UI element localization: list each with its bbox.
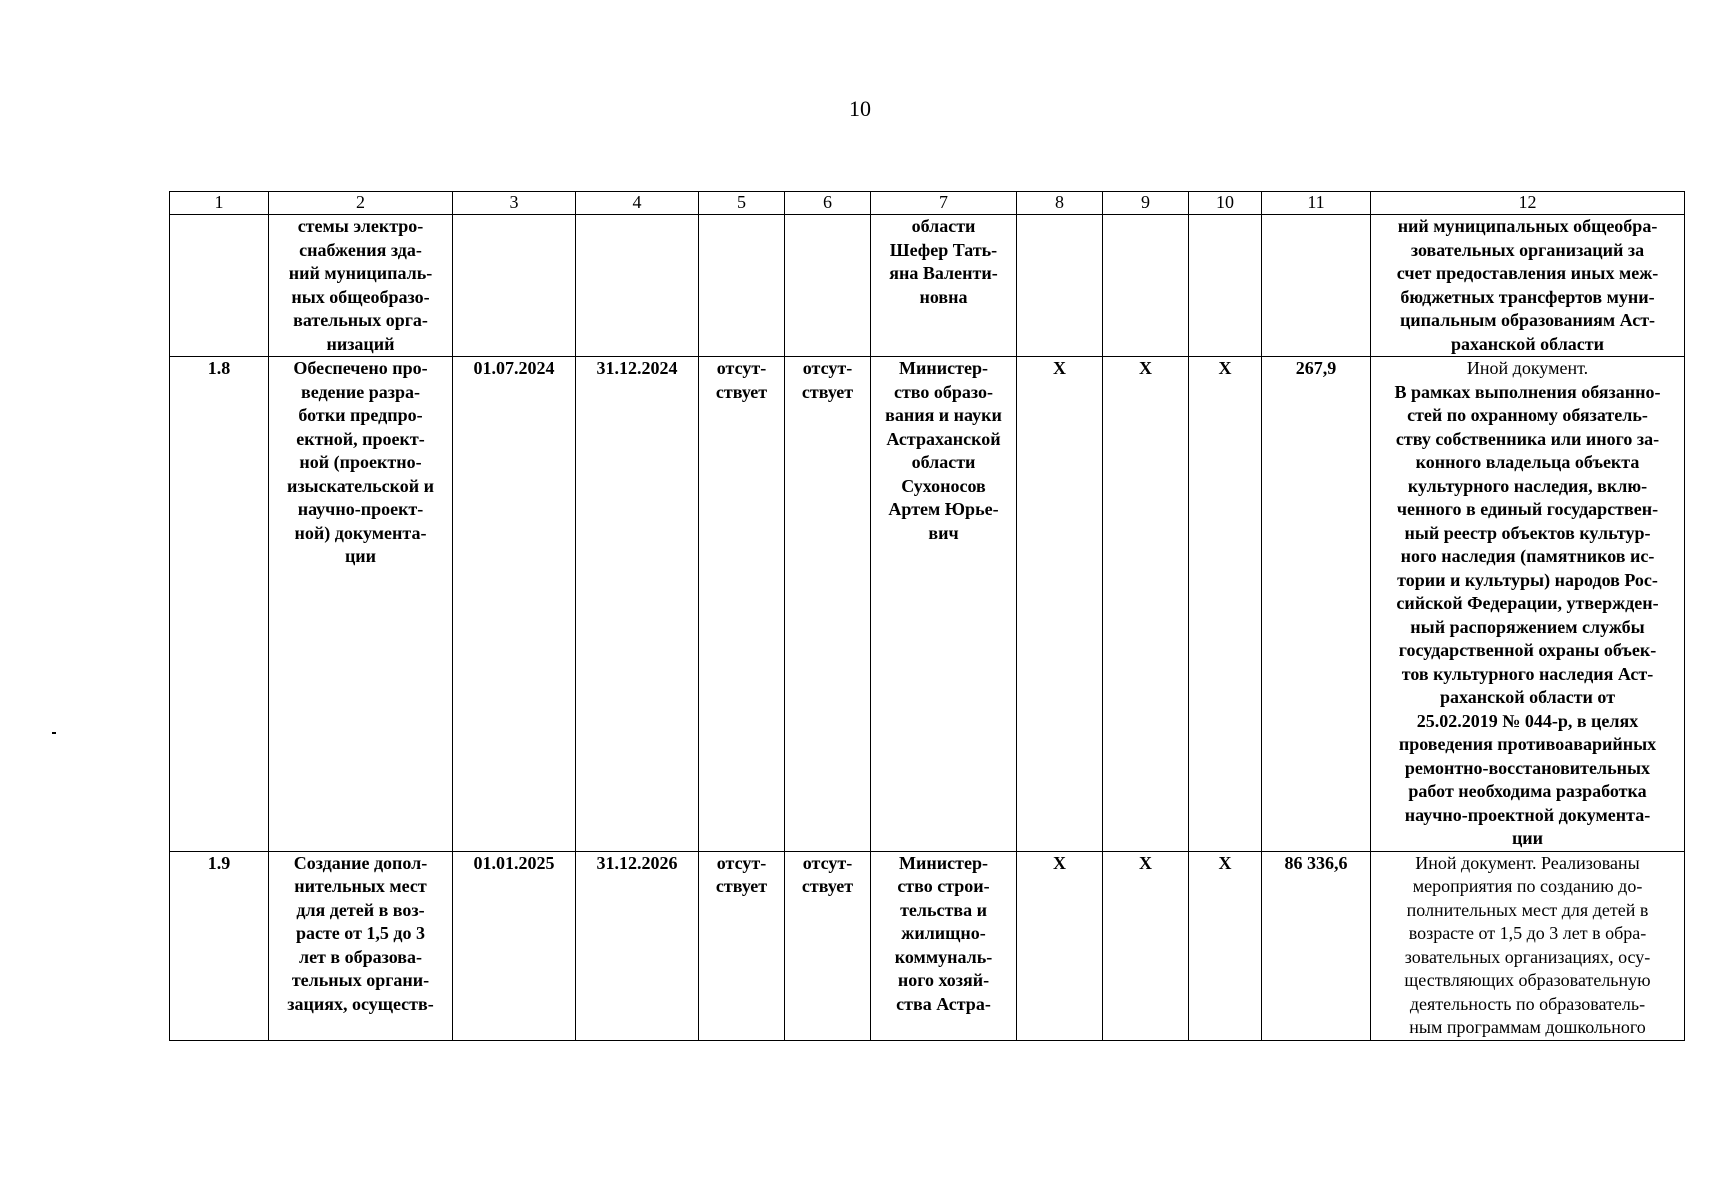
cell-line: зациях, осуществ-: [287, 993, 434, 1014]
start-date-cell: 01.01.2025: [453, 851, 576, 1040]
column-number: 4: [576, 192, 699, 215]
cell-line: Создание допол-: [293, 852, 428, 873]
column-number: 10: [1189, 192, 1262, 215]
column-number: 1: [170, 192, 269, 215]
column-5-cell: [699, 357, 785, 852]
cell-line: вич: [928, 522, 959, 543]
cell-line: стемы электро-: [297, 216, 424, 236]
cell-line: снабжения зда-: [299, 239, 422, 260]
measure-name-cell: [269, 215, 453, 357]
cell-line: лет в образова-: [298, 946, 423, 967]
cell-line: расте от 1,5 до 3: [295, 923, 426, 943]
cell-line: вательных орга-: [293, 310, 428, 330]
cell-line: ний муниципальных общеобра-: [1397, 216, 1658, 236]
cell-line: ный распоряжением службы: [1410, 616, 1645, 637]
row-number-cell: [170, 215, 269, 357]
column-9-cell: [1103, 215, 1189, 357]
cell-line: Шефер Тать-: [889, 239, 998, 260]
column-10-cell: X: [1189, 851, 1262, 1040]
column-6-cell: [785, 215, 871, 357]
column-6-cell: [785, 851, 871, 1040]
cell-line: Министер-: [899, 852, 988, 873]
responsible-cell: [871, 357, 1017, 852]
cell-line: ствует: [801, 876, 854, 896]
end-date-cell: [576, 215, 699, 357]
cell-line: ным программам дошкольного: [1409, 1017, 1646, 1037]
table-row: [170, 851, 1685, 1040]
cell-line: бюджетных трансфертов муни-: [1400, 286, 1655, 307]
cell-line: деятельность по образователь-: [1409, 993, 1646, 1014]
column-8-cell: X: [1017, 357, 1103, 852]
column-5-cell: [699, 851, 785, 1040]
cell-line: Обеспечено про-: [293, 358, 428, 378]
cell-line: ствует: [801, 381, 854, 402]
cell-line: ного хозяй-: [897, 970, 990, 990]
cell-line: ной) документа-: [294, 522, 427, 543]
cell-line: ства Астра-: [896, 993, 991, 1014]
end-date-cell: 31.12.2026: [576, 851, 699, 1040]
cell-line: ного наследия (памятников ис-: [1400, 546, 1655, 566]
cell-line: раханской области: [1451, 333, 1604, 354]
measure-name-cell: [269, 851, 453, 1040]
cell-line: сийской Федерации, утвержден-: [1396, 593, 1659, 613]
cell-line: ство строи-: [897, 876, 990, 896]
column-10-cell: [1189, 215, 1262, 357]
cell-line: низаций: [326, 333, 395, 354]
cell-line: 25.02.2019 № 044-р, в целях: [1416, 710, 1639, 731]
cell-line: для детей в воз-: [296, 899, 425, 920]
cell-line: Артем Юрье-: [888, 499, 999, 519]
cell-line: ный реестр объектов культур-: [1404, 522, 1651, 543]
column-6-cell: [785, 357, 871, 852]
cell-line: зовательных организациях, осу-: [1404, 946, 1651, 967]
scan-artifact-mark: [52, 732, 56, 734]
cell-line: ченного в единый государствен-: [1396, 499, 1659, 519]
cell-line: В рамках выполнения обязанно-: [1394, 381, 1661, 402]
column-number-row: [170, 192, 1685, 215]
column-10-cell: X: [1189, 357, 1262, 852]
page-number: 10: [849, 96, 871, 121]
table-row: [170, 357, 1685, 852]
column-number: 5: [699, 192, 785, 215]
column-number: 12: [1371, 192, 1685, 215]
cell-line: ции: [1511, 828, 1544, 848]
end-date-cell: 31.12.2024: [576, 357, 699, 852]
cell-line: культурного наследия, вклю-: [1407, 475, 1648, 496]
cell-line: Астраханской: [886, 428, 1001, 449]
cell-line: Иной документ. Реализованы: [1415, 852, 1640, 873]
cell-line: тории и культуры) народов Рос-: [1397, 569, 1658, 590]
cell-line: ществляющих образовательную: [1404, 970, 1651, 990]
cell-line: области: [911, 452, 976, 472]
cell-line: отсут-: [802, 358, 853, 378]
column-8-cell: X: [1017, 851, 1103, 1040]
column-number: 6: [785, 192, 871, 215]
responsible-cell: [871, 215, 1017, 357]
cell-line: полнительных мест для детей в: [1406, 899, 1649, 920]
cell-line: возрасте от 1,5 до 3 лет в обра-: [1408, 923, 1647, 943]
cell-line: ведение разра-: [300, 381, 421, 402]
cell-line: отсут-: [716, 852, 767, 873]
cell-line: тельства и: [900, 899, 987, 920]
cell-line: раханской области от: [1439, 687, 1616, 707]
column-8-cell: [1017, 215, 1103, 357]
document-cell: [1371, 215, 1685, 357]
amount-cell: 86 336,6: [1262, 851, 1371, 1040]
cell-line: нительных мест: [294, 876, 427, 896]
cell-line: ству собственника или иного за-: [1395, 428, 1660, 449]
cell-line: мероприятия по созданию до-: [1412, 876, 1643, 896]
column-number: 2: [269, 192, 453, 215]
cell-line: ботки предпро-: [298, 405, 423, 425]
cell-line: стей по охранному обязатель-: [1407, 405, 1648, 425]
start-date-cell: 01.07.2024: [453, 357, 576, 852]
column-number: 3: [453, 192, 576, 215]
cell-line: ных общеобразо-: [291, 286, 430, 307]
cell-line: ний муниципаль-: [288, 263, 433, 283]
cell-line: ствует: [715, 381, 768, 402]
cell-line: новна: [919, 286, 968, 307]
column-number: 7: [871, 192, 1017, 215]
cell-line: конного владельца объекта: [1415, 452, 1640, 472]
column-5-cell: [699, 215, 785, 357]
document-cell: [1371, 357, 1685, 852]
row-number-cell: 1.8: [170, 357, 269, 852]
start-date-cell: [453, 215, 576, 357]
measures-table: [169, 191, 1685, 1041]
amount-cell: 267,9: [1262, 357, 1371, 852]
cell-line: ектной, проект-: [296, 428, 425, 449]
cell-line: вания и науки: [885, 405, 1002, 425]
column-number: 9: [1103, 192, 1189, 215]
cell-line: научно-проект-: [297, 499, 424, 519]
cell-line: яна Валенти-: [889, 263, 998, 283]
cell-line: государственной охраны объек-: [1398, 640, 1657, 660]
cell-line: Сухоносов: [901, 475, 986, 496]
cell-line: области: [911, 216, 976, 236]
cell-line: тельных органи-: [291, 970, 430, 990]
column-9-cell: X: [1103, 357, 1189, 852]
cell-line: коммуналь-: [894, 946, 993, 967]
row-number-cell: 1.9: [170, 851, 269, 1040]
cell-line: отсут-: [716, 358, 767, 378]
cell-line: научно-проектной документа-: [1404, 804, 1651, 825]
cell-line: ствует: [715, 876, 768, 896]
cell-line: жилищно-: [901, 923, 986, 943]
cell-line: Министер-: [899, 358, 988, 378]
cell-line: ремонтно-восстановительных: [1404, 757, 1651, 778]
column-number: 8: [1017, 192, 1103, 215]
cell-line: тов культурного наследия Аст-: [1401, 663, 1654, 684]
cell-line: ции: [344, 546, 377, 566]
measure-name-cell: [269, 357, 453, 852]
column-9-cell: X: [1103, 851, 1189, 1040]
cell-line: отсут-: [802, 852, 853, 873]
cell-line: работ необходима разработка: [1408, 781, 1647, 801]
cell-line: счет предоставления иных меж-: [1396, 263, 1659, 283]
amount-cell: [1262, 215, 1371, 357]
column-number: 11: [1262, 192, 1371, 215]
cell-line: ной (проектно-: [299, 452, 422, 472]
cell-line: ство образо-: [893, 381, 994, 402]
table-row: [170, 215, 1685, 357]
cell-line: изыскательской и: [286, 475, 435, 496]
responsible-cell: [871, 851, 1017, 1040]
document-type-label: Иной документ.: [1466, 358, 1589, 378]
cell-line: зовательных организаций за: [1410, 239, 1645, 260]
cell-line: проведения противоаварийных: [1398, 734, 1657, 754]
cell-line: ципальным образованиям Аст-: [1399, 310, 1656, 330]
document-cell: [1371, 851, 1685, 1040]
